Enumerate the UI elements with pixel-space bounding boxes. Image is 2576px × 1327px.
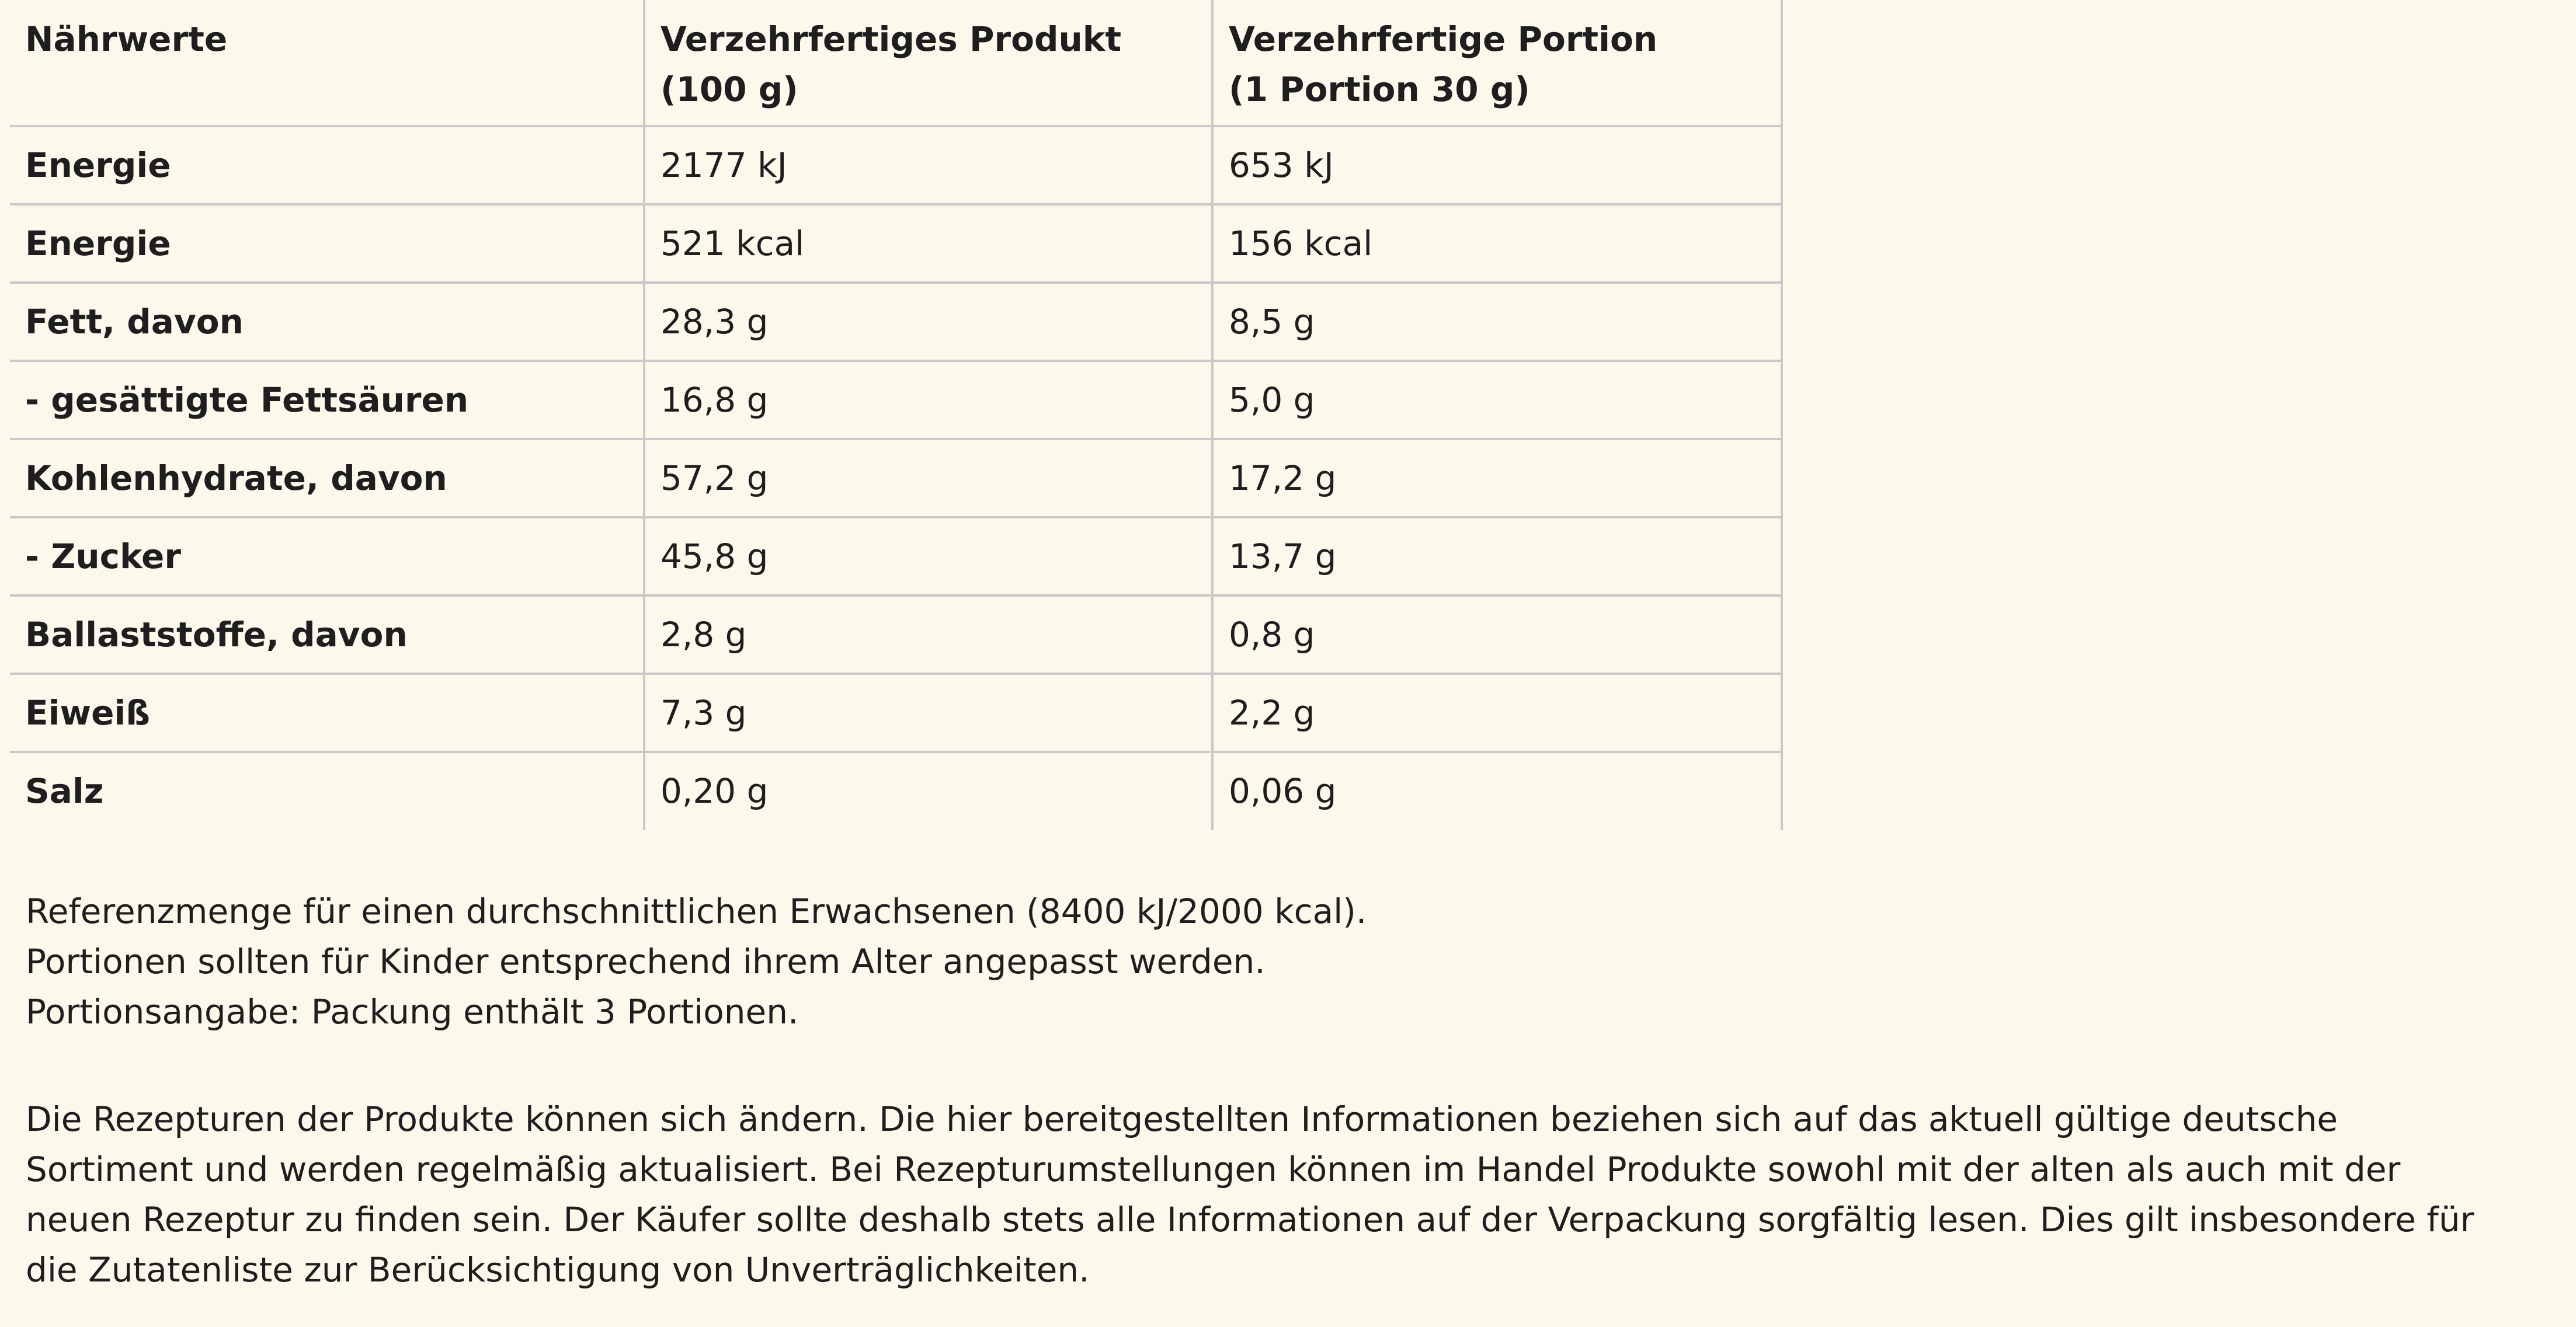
header-per-100g — [644, 0, 1212, 126]
disclaimer-line: neuen Rezeptur zu finden sein. Der Käufer sollte deshalb stets alle Informationen auf der Verpackung sorgfältig lesen. Dies gilt insbesondere für — [26, 1200, 2474, 1239]
row-value-per-100g: 57,2 g — [644, 439, 1212, 517]
recipe-disclaimer — [26, 1094, 2537, 1295]
row-value-per-100g: 0,20 g — [644, 752, 1212, 830]
table-row — [10, 361, 1782, 439]
header-per-portion — [1212, 0, 1782, 126]
row-value-per-portion: 653 kJ — [1212, 126, 1782, 204]
row-value-per-100g: 2177 kJ — [644, 126, 1212, 204]
row-label: Fett, davon — [10, 283, 644, 361]
row-value-per-portion: 0,8 g — [1212, 595, 1782, 674]
table-row — [10, 517, 1782, 595]
table-header-row — [10, 0, 1782, 126]
header-per-100g-line1: Verzehrfertiges Produkt — [660, 19, 1122, 59]
row-value-per-portion: 0,06 g — [1212, 752, 1782, 830]
row-label: Kohlenhydrate, davon — [10, 439, 644, 517]
table-row — [10, 674, 1782, 752]
note-line: Portionsangabe: Packung enthält 3 Portionen. — [26, 992, 799, 1032]
header-per-portion-line2: (1 Portion 30 g) — [1229, 69, 1530, 109]
table-row — [10, 283, 1782, 361]
row-label: Eiweiß — [10, 674, 644, 752]
table-row — [10, 595, 1782, 674]
table-row — [10, 439, 1782, 517]
disclaimer-line: Sortiment und werden regelmäßig aktualisiert. Bei Rezepturumstellungen können im Handel Produkte sowohl mit der alten als auch mit der — [26, 1150, 2401, 1189]
header-per-100g-line2: (100 g) — [660, 69, 798, 109]
disclaimer-line: Die Rezepturen der Produkte können sich ändern. Die hier bereitgestellten Informationen beziehen sich auf das aktuell gültige deutsche — [26, 1099, 2338, 1139]
nutrition-table — [10, 0, 1783, 830]
row-value-per-100g: 2,8 g — [644, 595, 1212, 674]
table-row — [10, 126, 1782, 204]
note-line: Portionen sollten für Kinder entsprechend ihrem Alter angepasst werden. — [26, 942, 1266, 981]
row-label: Energie — [10, 204, 644, 283]
row-label: Ballaststoffe, davon — [10, 595, 644, 674]
table-row — [10, 752, 1782, 830]
row-value-per-100g: 28,3 g — [644, 283, 1212, 361]
row-value-per-portion: 156 kcal — [1212, 204, 1782, 283]
row-label: Salz — [25, 771, 104, 811]
disclaimer-line: die Zutatenliste zur Berücksichtigung von Unverträglichkeiten. — [26, 1250, 1090, 1290]
row-value-per-portion: 13,7 g — [1212, 517, 1782, 595]
header-nutrients — [10, 0, 644, 126]
note-line: Referenzmenge für einen durchschnittlichen Erwachsenen (8400 kJ/2000 kcal). — [26, 891, 1367, 931]
row-value-per-100g: 45,8 g — [644, 517, 1212, 595]
row-value-per-100g: 521 kcal — [644, 204, 1212, 283]
reference-notes — [26, 886, 2537, 1037]
row-value-per-portion: 2,2 g — [1212, 674, 1782, 752]
row-label: - Zucker — [10, 517, 644, 595]
header-nutrients-label: Nährwerte — [25, 19, 228, 59]
table-row — [10, 204, 1782, 283]
row-label: - gesättigte Fettsäuren — [10, 361, 644, 439]
row-value-per-portion: 8,5 g — [1212, 283, 1782, 361]
row-value-per-portion: 5,0 g — [1212, 361, 1782, 439]
row-value-per-100g: 7,3 g — [644, 674, 1212, 752]
row-value-per-100g: 16,8 g — [644, 361, 1212, 439]
row-label: Energie — [10, 126, 644, 204]
row-value-per-portion: 17,2 g — [1212, 439, 1782, 517]
header-per-portion-line1: Verzehrfertige Portion — [1229, 19, 1658, 59]
